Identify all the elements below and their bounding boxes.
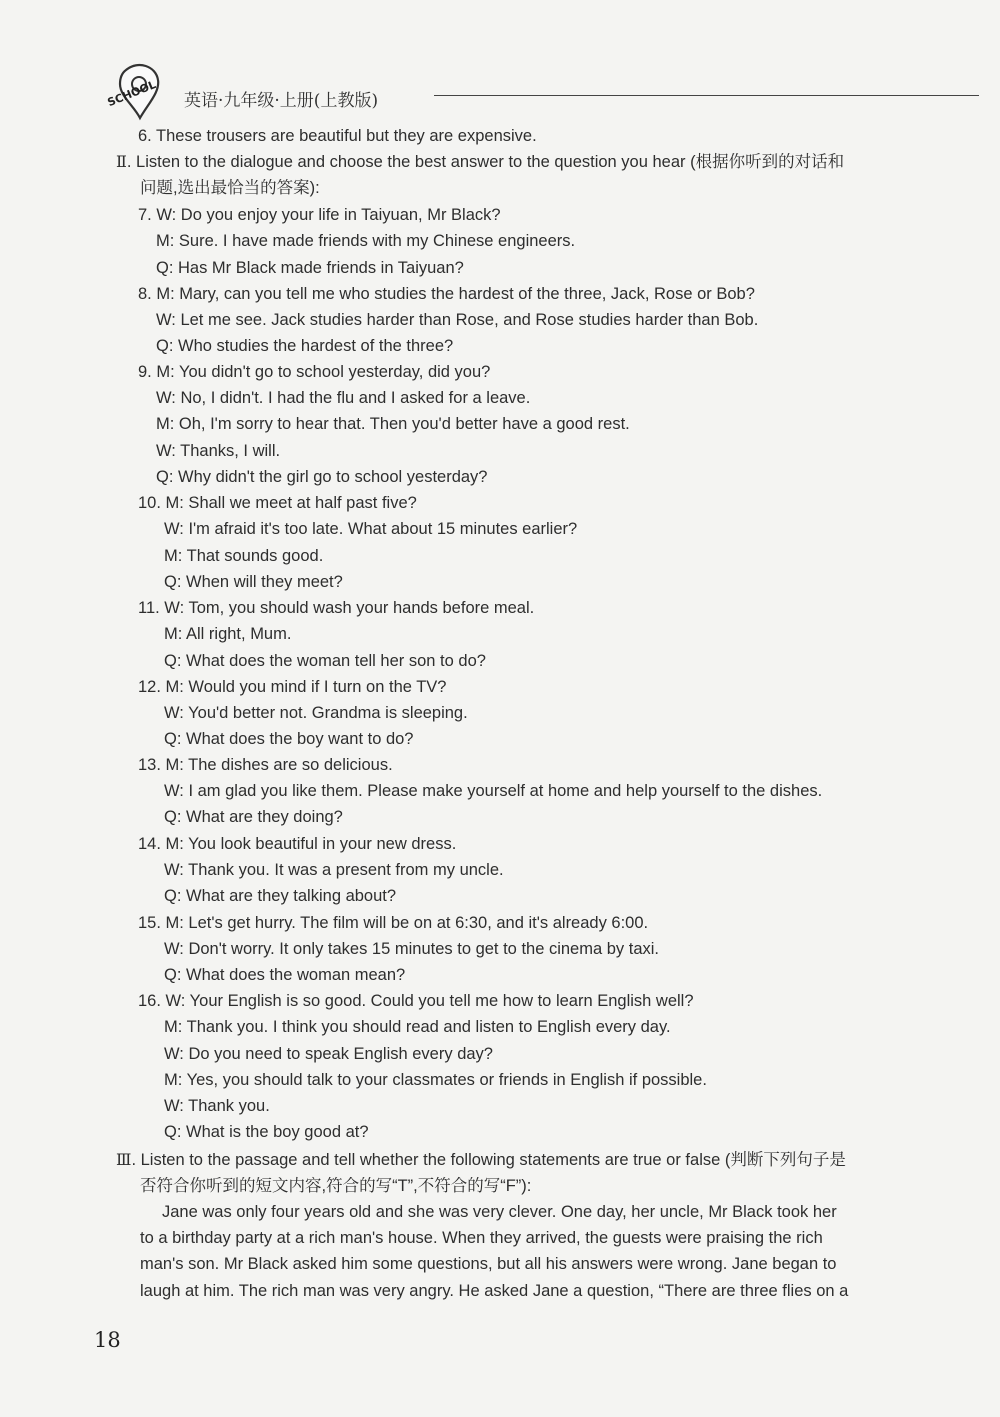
text-line [156, 467, 487, 487]
line-text: 10. M: Shall we meet at half past five? [138, 494, 417, 512]
text-line [162, 1202, 837, 1222]
text-line [140, 1281, 848, 1301]
text-line [164, 519, 577, 539]
text-line [164, 546, 323, 566]
line-text: W: Thank you. [164, 1097, 270, 1115]
line-text: M: That sounds good. [164, 547, 324, 565]
line-text: W: Thanks, I will. [156, 442, 281, 460]
line-text: Q: Why didn't the girl go to school yesterday? [156, 468, 488, 486]
text-line [140, 178, 320, 198]
text-line [164, 572, 343, 592]
line-text: Q: What are they talking about? [164, 887, 397, 905]
line-text: W: Don't worry. It only takes 15 minutes to get to the cinema by taxi. [164, 940, 660, 958]
text-line [138, 913, 648, 933]
text-line [164, 703, 468, 723]
text-line [138, 991, 694, 1011]
line-text: 9. M: You didn't go to school yesterday, did you? [138, 363, 491, 381]
line-text: W: You'd better not. Grandma is sleeping. [164, 704, 468, 722]
line-text: 问题,选出最恰当的答案): [140, 179, 320, 197]
line-text: 8. M: Mary, can you tell me who studies the hardest of the three, Jack, Rose or Bob? [138, 285, 755, 303]
line-text: W: I am glad you like them. Please make yourself at home and help yourself to the dishes. [164, 782, 823, 800]
header-title: 英语·九年级·上册(上教版) [184, 91, 379, 111]
text-line [116, 152, 844, 172]
text-line [156, 310, 758, 330]
text-line [138, 755, 393, 775]
page-header [104, 62, 884, 122]
text-line [156, 388, 530, 408]
text-line [140, 1176, 531, 1196]
section-numeral: Ⅲ [116, 1150, 132, 1169]
line-text: M: Sure. I have made friends with my Chinese engineers. [156, 232, 576, 250]
line-text: 7. W: Do you enjoy your life in Taiyuan, Mr Black? [138, 206, 501, 224]
text-line [140, 1254, 837, 1274]
text-line [164, 624, 291, 644]
line-text: . Listen to the passage and tell whether the following statements are true or false (判断下列句子是 [131, 1151, 846, 1169]
text-line [138, 493, 417, 513]
line-text: Q: Has Mr Black made friends in Taiyuan? [156, 259, 464, 277]
text-line [164, 939, 659, 959]
line-text: W: No, I didn't. I had the flu and I asked for a leave. [156, 389, 531, 407]
line-text: laugh at him. The rich man was very angry. He asked Jane a question, “There are three flies on a [140, 1282, 849, 1300]
text-line [164, 886, 396, 906]
line-text: to a birthday party at a rich man's house. When they arrived, the guests were praising the rich [140, 1229, 823, 1247]
text-line [164, 1070, 707, 1090]
line-text: 6. These trousers are beautiful but they are expensive. [138, 127, 537, 145]
line-text: Q: What is the boy good at? [164, 1123, 369, 1141]
line-text: Q: What does the woman tell her son to do? [164, 652, 486, 670]
line-text: 11. W: Tom, you should wash your hands before meal. [138, 599, 535, 617]
text-line [116, 1150, 846, 1170]
text-line [164, 729, 413, 749]
line-text: Q: Who studies the hardest of the three? [156, 337, 454, 355]
text-line [164, 781, 822, 801]
text-line [156, 258, 464, 278]
line-text: 15. M: Let's get hurry. The film will be on at 6:30, and it's already 6:00. [138, 914, 649, 932]
line-text: W: I'm afraid it's too late. What about 15 minutes earlier? [164, 520, 578, 538]
text-line [164, 1096, 270, 1116]
line-text: 13. M: The dishes are so delicious. [138, 756, 393, 774]
line-text: Q: What does the woman mean? [164, 966, 406, 984]
text-line [138, 362, 490, 382]
logo-text: SCHOOL [105, 78, 158, 110]
line-text: M: Yes, you should talk to your classmates or friends in English if possible. [164, 1071, 707, 1089]
text-line [164, 965, 405, 985]
text-line [164, 651, 486, 671]
line-text: M: Thank you. I think you should read and listen to English every day. [164, 1018, 671, 1036]
text-line [138, 598, 534, 618]
line-text: 12. M: Would you mind if I turn on the TV? [138, 678, 447, 696]
text-line [138, 677, 446, 697]
line-text: W: Do you need to speak English every day? [164, 1045, 493, 1063]
line-text: . Listen to the dialogue and choose the best answer to the question you hear (根据你听到的对话和 [126, 153, 845, 171]
line-text: Q: What does the boy want to do? [164, 730, 414, 748]
text-line [156, 414, 630, 434]
text-line [164, 860, 504, 880]
line-text: M: Oh, I'm sorry to hear that. Then you'd better have a good rest. [156, 415, 630, 433]
line-text: man's son. Mr Black asked him some questions, but all his answers were wrong. Jane began to [140, 1255, 837, 1273]
line-text: Q: When will they meet? [164, 573, 343, 591]
text-line [138, 284, 755, 304]
line-text: 14. M: You look beautiful in your new dress. [138, 835, 457, 853]
text-line [164, 1017, 671, 1037]
text-line [138, 126, 537, 146]
text-line [140, 1228, 823, 1248]
line-text: Q: What are they doing? [164, 808, 343, 826]
text-line [164, 1122, 369, 1142]
school-pin-logo-icon [104, 62, 174, 122]
text-line [156, 336, 453, 356]
section-numeral: Ⅱ [116, 152, 127, 171]
line-text: W: Let me see. Jack studies harder than Rose, and Rose studies harder than Bob. [156, 311, 759, 329]
header-rule [434, 95, 979, 96]
line-text: Jane was only four years old and she was very clever. One day, her uncle, Mr Black took her [162, 1203, 837, 1221]
text-line [164, 1044, 493, 1064]
line-text: 否符合你听到的短文内容,符合的写“T”,不符合的写“F”): [140, 1177, 532, 1195]
line-text: M: All right, Mum. [164, 625, 292, 643]
text-line [156, 231, 575, 251]
line-text: 16. W: Your English is so good. Could you tell me how to learn English well? [138, 992, 694, 1010]
line-text: W: Thank you. It was a present from my uncle. [164, 861, 504, 879]
text-line [138, 205, 501, 225]
text-line [138, 834, 456, 854]
text-line [164, 807, 343, 827]
text-line [156, 441, 280, 461]
page-number: 18 [94, 1328, 121, 1352]
